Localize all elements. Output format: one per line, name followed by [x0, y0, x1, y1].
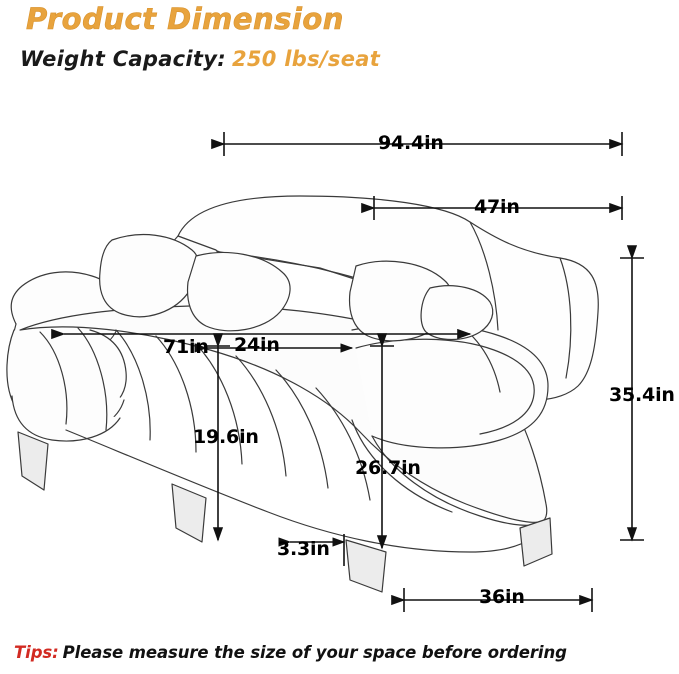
- weight-capacity-value: 250 lbs/seat: [231, 47, 381, 71]
- tips-text: Please measure the size of your space before ordering: [62, 643, 567, 662]
- dim-arm-height: 26.7in: [355, 457, 421, 479]
- dim-backrest-width: 47in: [474, 196, 520, 218]
- dim-seat-height: 19.6in: [193, 426, 259, 448]
- dim-seat-width: 71in: [163, 336, 209, 358]
- page-title: Product Dimension: [26, 2, 344, 36]
- dim-overall-depth: 36in: [479, 586, 525, 608]
- weight-capacity-label: Weight Capacity:: [20, 47, 226, 71]
- dim-leg-height: 3.3in: [277, 538, 330, 560]
- tips-row: [14, 643, 567, 662]
- dim-overall-height: 35.4in: [609, 384, 675, 406]
- dim-cushion-width: 24in: [234, 334, 280, 356]
- tips-label: Tips:: [14, 643, 59, 662]
- dim-overall-width: 94.4in: [378, 132, 444, 154]
